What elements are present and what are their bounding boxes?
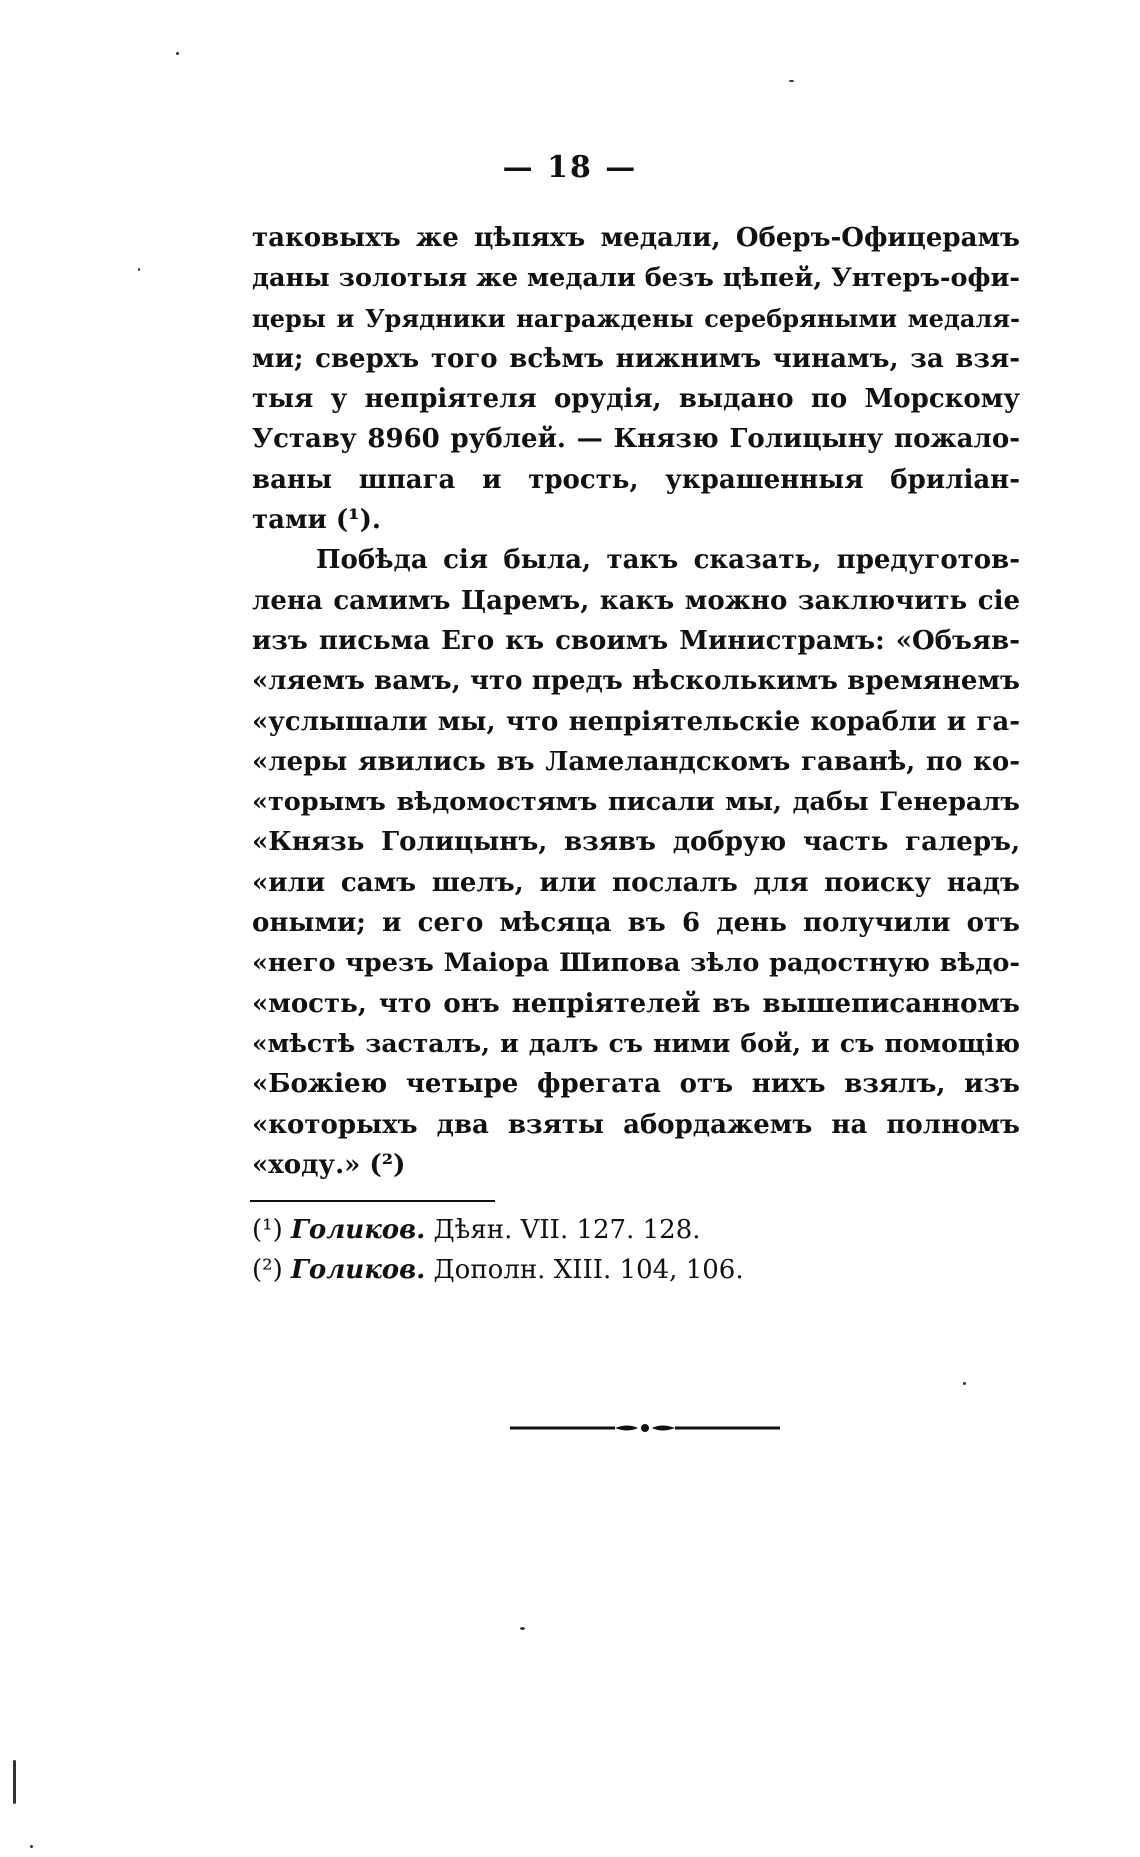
body-text [252,218,1020,1185]
footnote-divider [250,1200,495,1202]
footnote-author: Голиков. [290,1215,426,1245]
text-line: «Божіею четыре фрегата отъ нихъ взялъ, изъ [252,1069,1020,1100]
footnote-marker: (¹) [252,1215,283,1245]
end-ornament-icon [510,1418,780,1438]
text-line: ваны шпага и трость, украшенныя бриліан- [252,464,1020,495]
text-line: «услышали мы, что непріятельскіе корабли и га- [252,706,1020,737]
text-line: оными; и сего мѣсяца въ 6 день получили отъ [252,908,1020,939]
footnote-author: Голиков. [290,1255,426,1285]
text-line: «ляемъ вамъ, что предъ нѣсколькимъ времянемъ [252,666,1020,697]
text-line: ми; сверхъ того всѣмъ нижнимъ чинамъ, за взя- [252,343,1020,374]
text-line: «торымъ вѣдомостямъ писали мы, дабы Генералъ [252,787,1020,818]
text-line: тыя у непріятеля орудія, выдано по Морскому [252,384,1020,415]
text-line: изъ письма Его къ своимъ Министрамъ: «Объяв- [252,625,1020,656]
text-line: церы и Урядники награждены серебряными медаля- [252,303,1020,333]
text-line: таковыхъ же цѣпяхъ медали, Оберъ-Офицерамъ [252,223,1020,253]
paper-speck [30,1845,33,1848]
text-line: Уставу 8960 рублей. — Князю Голицыну пожало- [252,424,1020,455]
text-line: «леры явились въ Ламеландскомъ гаванѣ, по ко- [252,746,1020,777]
text-line: лена самимъ Царемъ, какъ можно заключить сіе [252,585,1020,616]
paper-speck [789,80,794,82]
text-line: «ходу.» (²) [252,1149,406,1180]
paper-speck [138,268,140,271]
text-line: «которыхъ два взяты абордажемъ на полномъ [252,1109,1020,1140]
text-line: «мѣстѣ засталъ, и далъ съ ними бой, и съ помощію [252,1028,1020,1058]
text-line: «мость, что онъ непріятелей въ вышеписанномъ [252,988,1020,1019]
text-line: «Князь Голицынъ, взявъ добрую часть галеръ, [252,827,1020,858]
footnotes [252,1210,744,1290]
footnote-1 [252,1210,744,1250]
page-edge-mark [13,1760,16,1804]
text-line: Побѣда сія была, такъ сказать, предуготов- [316,545,1020,576]
footnote-reference: Дѣян. VII. 127. 128. [433,1215,701,1245]
page-number: — 18 — [502,150,638,185]
text-line: даны золотыя же медали безъ цѣпей, Унтеръ-офи- [252,263,1020,294]
footnote-marker: (²) [252,1255,283,1285]
paper-speck [176,52,179,55]
text-line: тами (¹). [252,505,381,536]
paper-speck [963,1382,966,1385]
text-line: «него чрезъ Маіора Шипова зѣло радостную вѣдо- [252,948,1020,979]
paper-speck [520,1627,525,1630]
text-line: «или самъ шелъ, или послалъ для поиску надъ [252,867,1020,898]
footnote-reference: Дополн. XIII. 104, 106. [433,1255,744,1285]
footnote-2 [252,1250,744,1290]
